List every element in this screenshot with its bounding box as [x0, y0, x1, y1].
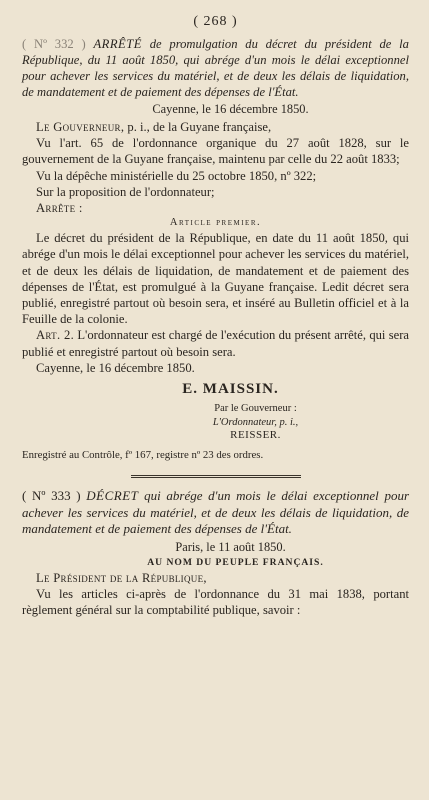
- arrete-line: Arrête :: [36, 201, 83, 216]
- article-premier-heading: Article premier.: [169, 217, 262, 229]
- au-nom-du-peuple: AU NOM DU PEUPLE FRANÇAIS.: [147, 557, 324, 569]
- ordonnateur-title: L'Ordonnateur, p. i.,: [212, 416, 299, 428]
- page-number: ( 268 ): [193, 14, 238, 29]
- entry-332-place-date: Cayenne, le 16 décembre 1850.: [152, 102, 309, 116]
- entry-333-place-date: Paris, le 11 août 1850.: [175, 540, 286, 555]
- entry-332-title: de promulgation du décret du président de la République, du 11 août 1850, qui abrége d'un mois le délai exceptionnel pour achever les services du matériel, et de deux les délais de liquidation, de mandatement et de paiement des dépenses de l'État.: [22, 37, 409, 99]
- entry-333-heading: [22, 488, 409, 538]
- vu-ordonnance-1838: Vu les articles ci-après de l'ordonnance du 31 mai 1838, portant règlement général sur la comptabilité publique, savoir :: [22, 587, 409, 618]
- entry-332-heading: [22, 36, 409, 100]
- governor-line: [22, 119, 409, 135]
- governor-title: Le Gouverneur,: [36, 120, 125, 134]
- article-2: [22, 327, 409, 359]
- article-1-text: Le décret du président de la République, en date du 11 août 1850, qui abrége d'un mois le délai exceptionnel pour achever les services du matériel, et de deux les délais de liquidation, de mandatement et de paiement des dépenses de l'État, est promulgué à la Guyane française. Ledit décret sera publié, enregistré partout où besoin sera, et inséré au Bulletin officiel et à la Feuille de la colonie.: [22, 231, 409, 327]
- section-divider: [131, 475, 301, 478]
- article-2-label: Art. 2.: [36, 328, 75, 343]
- entry-333-number: ( Nº 333 ): [22, 488, 81, 504]
- proposition-line: Sur la proposition de l'ordonnateur;: [36, 184, 215, 199]
- par-le-gouverneur: Par le Gouverneur :: [214, 403, 297, 415]
- vu-depeche: Vu la dépêche ministérielle du 25 octobre 1850, nº 322;: [36, 168, 317, 183]
- president-line: Le Président de la République,: [36, 571, 207, 586]
- entry-333-title: qui abrége d'un mois le délai exceptionnel pour achever les services du matériel, et de deux les délais de liquidation, de mandatement et de paiement des dépenses de l'État.: [22, 488, 410, 537]
- registration-note: Enregistré au Contrôle, fº 167, registre nº 23 des ordres.: [22, 449, 264, 462]
- ordonnateur-name: REISSER.: [230, 429, 281, 442]
- governor-rest: p. i., de la Guyane française,: [124, 120, 272, 134]
- article-2-text: L'ordonnateur est chargé de l'exécution du présent arrêté, qui sera publié et enregistré partout où besoin sera.: [22, 328, 409, 359]
- closing-place-date: Cayenne, le 16 décembre 1850.: [36, 360, 195, 375]
- entry-332-number: ( Nº 332 ): [22, 37, 86, 51]
- governor-signature: E. MAISSIN.: [182, 381, 279, 398]
- vu-article-65: Vu l'art. 65 de l'ordonnance organique du 27 août 1828, sur le gouvernement de la Guyane française, maintenu par celle du 22 août 1833;: [22, 136, 409, 167]
- entry-333-type: DÉCRET: [86, 488, 139, 504]
- entry-332-type: ARRÊTÉ: [93, 37, 142, 51]
